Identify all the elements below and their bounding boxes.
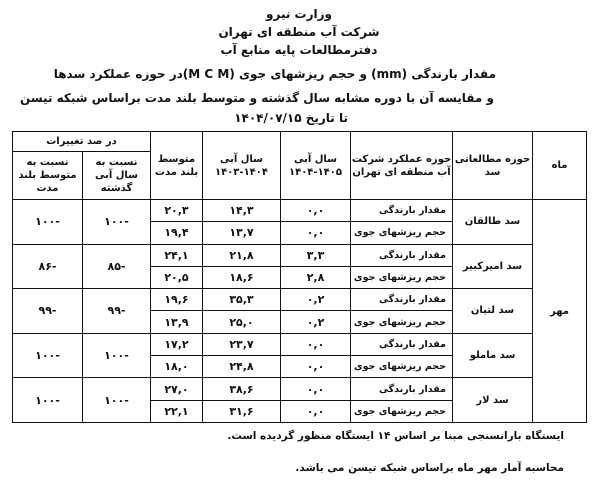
change-vs-long-term-cell: -۱۰۰ bbox=[13, 200, 83, 245]
current-year-value: ۰,۲ bbox=[281, 311, 351, 333]
measure-label-cell: مقدار بارندگی bbox=[351, 378, 453, 400]
previous-year-value: ۳۱,۶ bbox=[203, 400, 281, 422]
footer-note-stations: ایستگاه بارانسنجی مبنا بر اساس ۱۴ ایستگاه منظور گردیده است. bbox=[227, 430, 564, 442]
long-term-header: متوسط بلند مدت bbox=[151, 132, 203, 200]
change-vs-long-term-cell: -۱۰۰ bbox=[13, 333, 83, 378]
dam-name-cell: سد ماملو bbox=[453, 333, 533, 378]
vs-previous-header: نسبت به سال آبی گذشته bbox=[83, 152, 151, 200]
long-term-value: ۱۳,۹ bbox=[151, 311, 203, 333]
current-year-value: ۰,۰ bbox=[281, 356, 351, 378]
percent-change-header: در صد تغییرات bbox=[13, 132, 151, 152]
dam-name-cell: سد لار bbox=[453, 378, 533, 423]
long-term-value: ۲۲,۱ bbox=[151, 400, 203, 422]
long-term-value: ۱۹,۴ bbox=[151, 222, 203, 244]
previous-year-value: ۲۵,۰ bbox=[203, 311, 281, 333]
basin-header: حوزه مطالعاتی سد bbox=[453, 132, 533, 200]
report-header bbox=[0, 0, 598, 125]
month-header: ماه bbox=[533, 132, 587, 200]
measure-label-cell: حجم ریزشهای جوی bbox=[351, 311, 453, 333]
current-year-value: ۰,۰ bbox=[281, 400, 351, 422]
measure-label-cell: مقدار بارندگی bbox=[351, 244, 453, 266]
date-line: تا تاریخ ۱۴۰۴/۰۷/۱۵ bbox=[234, 111, 348, 125]
table-row bbox=[13, 333, 587, 355]
change-vs-previous-cell: -۱۰۰ bbox=[83, 200, 151, 245]
change-vs-previous-cell: -۱۰۰ bbox=[83, 378, 151, 423]
dam-name-cell: سد امیرکبیر bbox=[453, 244, 533, 289]
table-row bbox=[13, 378, 587, 400]
long-term-value: ۱۹,۶ bbox=[151, 289, 203, 311]
change-vs-long-term-cell: -۱۰۰ bbox=[13, 378, 83, 423]
measure-label-cell: حجم ریزشهای جوی bbox=[351, 400, 453, 422]
current-year-value: ۲,۸ bbox=[281, 266, 351, 288]
table-row bbox=[13, 200, 587, 222]
current-year-value: ۰,۰ bbox=[281, 222, 351, 244]
change-vs-previous-cell: -۱۰۰ bbox=[83, 333, 151, 378]
change-vs-previous-cell: -۹۹ bbox=[83, 289, 151, 334]
long-term-value: ۱۸,۰ bbox=[151, 356, 203, 378]
change-vs-previous-cell: -۸۵ bbox=[83, 244, 151, 289]
footer-note-method: محاسبه آمار مهر ماه براساس شبکه تیسن می باشد. bbox=[295, 462, 564, 474]
current-year-value: ۰,۰ bbox=[281, 378, 351, 400]
ministry-title: وزارت نیرو bbox=[266, 7, 332, 21]
previous-year-value: ۱۳,۷ bbox=[203, 222, 281, 244]
long-term-value: ۲۷,۰ bbox=[151, 378, 203, 400]
measure-label-cell: مقدار بارندگی bbox=[351, 289, 453, 311]
long-term-value: ۱۷,۲ bbox=[151, 333, 203, 355]
table-row bbox=[13, 244, 587, 266]
current-year-value: ۰,۲ bbox=[281, 289, 351, 311]
month-cell: مهر bbox=[533, 200, 587, 423]
long-term-value: ۲۰,۳ bbox=[151, 200, 203, 222]
measure-label-cell: مقدار بارندگی bbox=[351, 333, 453, 355]
long-term-value: ۲۴,۱ bbox=[151, 244, 203, 266]
change-vs-long-term-cell: -۸۶ bbox=[13, 244, 83, 289]
measure-label-cell: حجم ریزشهای جوی bbox=[351, 222, 453, 244]
current-year-value: ۰,۰ bbox=[281, 333, 351, 355]
previous-year-value: ۱۸,۶ bbox=[203, 266, 281, 288]
office-title: دفترمطالعات پایه منابع آب bbox=[220, 43, 378, 57]
table-row bbox=[13, 289, 587, 311]
previous-year-value: ۳۵,۳ bbox=[203, 289, 281, 311]
dam-name-cell: سد طالقان bbox=[453, 200, 533, 245]
measure-label-cell: حجم ریزشهای جوی bbox=[351, 266, 453, 288]
previous-year-value: ۲۱,۸ bbox=[203, 244, 281, 266]
previous-year-value: ۲۴,۸ bbox=[203, 356, 281, 378]
area-header: حوزه عملکرد شرکت آب منطقه ای تهران bbox=[351, 132, 453, 200]
subject-line-2: و مقایسه آن با دوره مشابه سال گذشته و متوسط بلند مدت براساس شبکه تیسن bbox=[20, 91, 494, 105]
subject-line-1: مقدار بارندگی (mm) و حجم ریزشهای جوی (M C M)در حوزه عملکرد سدها bbox=[53, 67, 496, 81]
company-title: شرکت آب منطقه ای تهران bbox=[218, 25, 380, 39]
measure-label-cell: حجم ریزشهای جوی bbox=[351, 356, 453, 378]
previous-year-header: سال آبی ۱۴۰۴-۱۴۰۳ bbox=[203, 132, 281, 200]
previous-year-value: ۱۴,۳ bbox=[203, 200, 281, 222]
previous-year-value: ۲۳,۷ bbox=[203, 333, 281, 355]
long-term-value: ۲۰,۵ bbox=[151, 266, 203, 288]
measure-label-cell: مقدار بارندگی bbox=[351, 200, 453, 222]
current-year-value: ۰,۰ bbox=[281, 200, 351, 222]
dam-name-cell: سد لتیان bbox=[453, 289, 533, 334]
rainfall-table bbox=[12, 131, 587, 423]
current-year-value: ۳,۳ bbox=[281, 244, 351, 266]
vs-long-term-header: نسبت به متوسط بلند مدت bbox=[13, 152, 83, 200]
current-year-header: سال آبی ۱۴۰۵-۱۴۰۴ bbox=[281, 132, 351, 200]
change-vs-long-term-cell: -۹۹ bbox=[13, 289, 83, 334]
previous-year-value: ۳۸,۶ bbox=[203, 378, 281, 400]
